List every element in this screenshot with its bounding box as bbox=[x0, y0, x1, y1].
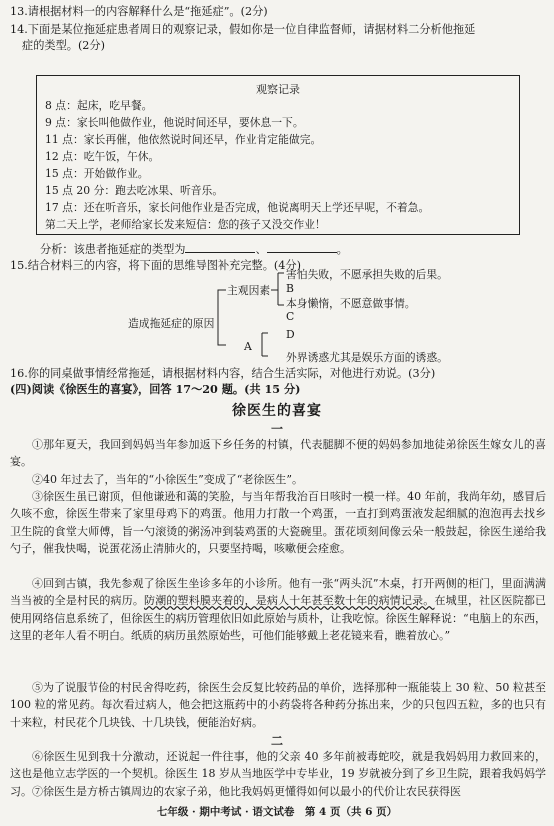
mind-map-item-temptation: 外界诱惑尤其是娱乐方面的诱惑。 bbox=[286, 351, 448, 364]
answer-blank-2[interactable] bbox=[267, 242, 337, 253]
paragraph-1: ①那年夏天，我回到妈妈当年参加返下乡任务的村镇，代表腿脚不便的妈妈参加地徒弟徐医生嫁女儿的喜宴。 bbox=[10, 438, 546, 469]
analysis-fill-blank bbox=[40, 242, 546, 257]
section-4-heading: (四)阅读《徐医生的喜宴》，回答 17～20 题。(共 15 分) bbox=[10, 382, 301, 396]
observation-line: 11 点：家长再催，他依然说时间还早，作业肯定能做完。 bbox=[45, 133, 322, 146]
mind-map-item-lazy: 本身懒惰，不愿意做事情。 bbox=[286, 297, 416, 310]
paragraph-2: ②40 年过去了，当年的“小徐医生”变成了“老徐医生”。 bbox=[32, 473, 303, 486]
observation-line: 15 点 20 分：跑去吃冰果、听音乐。 bbox=[45, 184, 224, 197]
observation-line: 第二天上学，老师给家长发来短信：您的孩子又没交作业！ bbox=[45, 218, 326, 231]
analysis-prefix: 分析：该患者拖延症的类型为 bbox=[40, 243, 186, 256]
mind-map-subjective-factor: 主观因素 bbox=[227, 284, 271, 297]
answer-blank-1[interactable] bbox=[185, 242, 255, 253]
mind-map-node-d: D bbox=[286, 328, 295, 341]
analysis-end: 。 bbox=[336, 243, 348, 256]
paragraph-4-part-c: 在城里，社区医院都已使用网络信息系统了，但徐医生的病历管理依旧如此原始与质朴，让我吃惊。徐医生解释说：“电脑上的东西，这里的老年人看不明白。纸质的病历虽然原始些，可他们能够戴上老花镜来看，瞧着放心。” bbox=[10, 594, 547, 643]
paragraph-6: ⑥徐医生见到我十分激动，还说起一件往事，他的父亲 40 多年前被毒蛇咬，就是我妈妈用力救回来的，这也是他立志学医的一个契机。徐医生 18 岁从当地医学中专毕业，19 岁就被分到了乡卫生院，跟着我妈妈学习。 bbox=[10, 750, 546, 798]
mind-map-node-b: B bbox=[286, 282, 294, 295]
part-2-marker: 二 bbox=[270, 734, 283, 748]
mind-map-item-fear: 害怕失败，不愿承担失败的后果。 bbox=[286, 268, 448, 281]
mind-map-node-a: A bbox=[244, 340, 252, 353]
paragraph-4-underlined: 防潮的塑料膜夹着的，是病人十年甚至数十年的病情记录。 bbox=[144, 594, 435, 608]
question-14-line2: 症的类型。(2分) bbox=[22, 39, 105, 52]
question-15: 15.结合材料三的内容，将下面的思维导图补充完整。(4分) bbox=[10, 259, 301, 272]
observation-record-box bbox=[36, 75, 520, 235]
paragraph-5: ⑤为了说服节俭的村民舍得吃药，徐医生会反复比较药品的单价，选择那种一瓶能装上 30 粒、50 粒甚至 100 粒的常见药。每次看过病人，他会把这瓶药中的小药袋将各种药分拣出来，少的只包四五粒，多的也只有十来粒，村民花个几块钱、十几块钱，便能治好病。 bbox=[10, 681, 546, 729]
observation-line: 17 点：还在听音乐，家长问他作业是否完成，他说离明天上学还早呢，不着急。 bbox=[45, 201, 430, 214]
question-16: 16.你的同桌做事情经常拖延，请根据材料内容，结合生活实际，对他进行劝说。(3分) bbox=[10, 367, 436, 380]
observation-line: 8 点：起床，吃早餐。 bbox=[45, 99, 153, 112]
paragraph-3: ③徐医生虽已谢顶，但他谦逊和蔼的笑脸，与当年帮我治百日咳时一模一样。40 年前，我尚年幼，感冒后久咳不愈，徐医生带来了家里母鸡下的鸡蛋。他用力打散一个鸡蛋，一直打到鸡蛋液发起细腻的泡泡再去找乡卫生院的食堂大师傅，旨一勺滚烫的粥汤冲到装鸡蛋的大瓷碗里。蛋花顷刻间像云朵一般鼓起，徐医生递给我勺子，催我快喝，说蛋花汤止清肺火的，只要坚持喝，咳嗽便会痊愈。 bbox=[10, 490, 546, 556]
paragraph-7: ⑦徐医生是方桥古镇周边的农家子弟，他比我妈妈更懂得如何以最小的代价让农民获得医 bbox=[32, 785, 461, 798]
observation-line: 12 点：吃午饭，午休。 bbox=[45, 150, 160, 163]
analysis-separator: 、 bbox=[255, 243, 267, 256]
observation-line: 9 点：家长叫他做作业，他说时间还早，要休息一下。 bbox=[45, 116, 304, 129]
mind-map-node-c: C bbox=[286, 310, 295, 323]
question-13: 13.请根据材料一的内容解释什么是“拖延症”。(2分) bbox=[10, 5, 268, 18]
article-title: 徐医生的喜宴 bbox=[232, 403, 322, 419]
question-14-line1: 14.下面是某位拖延症患者周日的观察记录，假如你是一位自律监督师，请据材料二分析他拖延 bbox=[10, 23, 476, 36]
mind-map-root: 造成拖延症的原因 bbox=[128, 317, 215, 330]
observation-title: 观察记录 bbox=[256, 83, 300, 96]
paragraph-4 bbox=[10, 575, 546, 645]
page-footer: 七年级 · 期中考试 · 语文试卷 第 4 页（共 6 页） bbox=[156, 806, 398, 818]
observation-line: 15 点：开始做作业。 bbox=[45, 167, 149, 180]
paragraph-4-part-a: ④回到古镇，我先参观了徐医生坐诊多年的小诊所。他有一张“两头沉”木桌，打开两侧的柜门，里面满满当当被的全是村民的病历。 bbox=[10, 577, 546, 608]
part-1-marker: 一 bbox=[270, 422, 283, 436]
